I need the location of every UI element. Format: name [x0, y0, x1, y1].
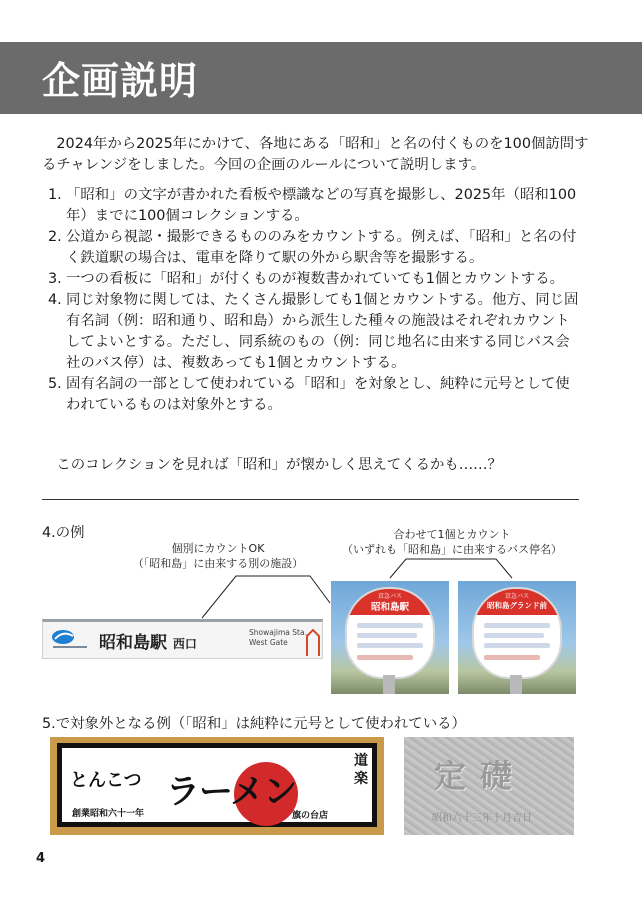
page-number: 4: [36, 851, 46, 866]
callout-line-right: [390, 559, 512, 578]
building-outline-icon: [305, 626, 323, 656]
bus-stop-pole: [383, 675, 395, 694]
bus-stop-sign: [472, 587, 562, 679]
rule-number: 1.: [48, 187, 62, 203]
intro-paragraph: 2024年から2025年にかけて、各地にある「昭和」と名の付くものを100個訪問するチャレンジをしました。今回の企画のルールについて説明します。: [42, 136, 589, 173]
ramen-sign-left-text: とんこつ: [70, 770, 142, 791]
station-name-jp: [99, 628, 197, 653]
bus-stop-pole: [510, 675, 522, 694]
ramen-sign-since-text: 創業昭和六十一年: [72, 809, 145, 819]
station-gate-text: 西口: [172, 637, 197, 651]
bus-route-line: [357, 633, 417, 638]
bus-route-line: [357, 623, 423, 628]
caption-line: 個別にカウントOK: [171, 542, 265, 555]
cornerstone-date-text: 昭和六十三年十月吉日: [432, 813, 532, 824]
bus-stop-sign: [345, 587, 435, 679]
ramen-sign-main-text: ラーメン: [166, 772, 297, 812]
bus-route-line: [484, 633, 544, 638]
station-name-en: [249, 628, 307, 648]
bus-stop-photo: [458, 581, 576, 694]
callout-line-left: [202, 576, 330, 618]
bus-route-line: [484, 655, 540, 660]
example5-heading: 5.で対象外となる例（「昭和」は純粋に元号として使われている）: [42, 716, 466, 732]
bus-stop-name: 昭和島駅: [370, 602, 409, 613]
station-name-en-text: Showajima Sta.: [249, 628, 307, 637]
station-sign-photo: [42, 619, 323, 659]
station-gate-en-text: West Gate: [249, 638, 288, 647]
caption-line: 合わせて1個とカウント: [393, 528, 511, 541]
bus-route-line: [484, 623, 550, 628]
rule-text: 「昭和」の文字が書かれた看板や標識などの写真を撮影し、2025年（昭和100年）までに100個コレクションする。: [66, 187, 577, 224]
rule-number: 5.: [48, 376, 62, 392]
ramen-shop-sign-photo: [50, 737, 384, 835]
rule-number: 3.: [48, 271, 62, 287]
bus-route-line: [484, 643, 550, 648]
ramen-sign-board: [57, 743, 377, 827]
station-name-text: 昭和島駅: [99, 633, 167, 653]
bus-route-line: [357, 643, 423, 648]
rule-text: 公道から視認・撮影できるもののみをカウントする。例えば、「昭和」と名の付く鉄道駅の場合は、電車を降りて駅の外から駅舎等を撮影する。: [66, 229, 577, 266]
page-title: 企画説明: [42, 59, 199, 103]
bus-company: 京急バス: [377, 593, 402, 600]
closing-paragraph: このコレクションを見れば「昭和」が懐かしく思えてくるかも……？: [56, 457, 502, 473]
rule-number: 2.: [48, 229, 62, 245]
bus-company: 京急バス: [504, 593, 529, 600]
ramen-sign-side-text: 道楽: [354, 753, 368, 787]
caption-line: （「昭和島」に由来する別の施設）: [132, 557, 304, 570]
rule-number: 4.: [48, 292, 62, 308]
bus-route-line: [357, 655, 413, 660]
cornerstone-main-text: 定礎: [434, 757, 527, 795]
caption-line: （いずれも「昭和島」に由来するバス停名）: [342, 543, 562, 556]
example4-heading: 4.の例: [42, 525, 85, 541]
cornerstone-photo: [404, 737, 574, 835]
rule-text: 固有名詞の一部として使われている「昭和」を対象とし、純粋に元号として使われているものは対象外とする。: [66, 376, 570, 413]
bus-stop-name: 昭和島グランド前: [487, 601, 547, 610]
rule-text: 一つの看板に「昭和」が付くものが複数書かれていても1個とカウントする。: [66, 271, 565, 287]
rule-text: 同じ対象物に関しては、たくさん撮影しても1個とカウントする。他方、同じ固有名詞（例：昭和通り、昭和島）から派生した種々の施設はそれぞれカウントしてよいとする。ただし、同系統のもの（例：同じ地名に由来する同じバス会社のバス停）は、複数あっても1個とカウントする。: [66, 292, 579, 371]
bus-stop-photo: [331, 581, 449, 694]
railway-logo-icon: [49, 627, 93, 651]
ramen-sign-shop-text: 旗の台店: [292, 811, 329, 821]
